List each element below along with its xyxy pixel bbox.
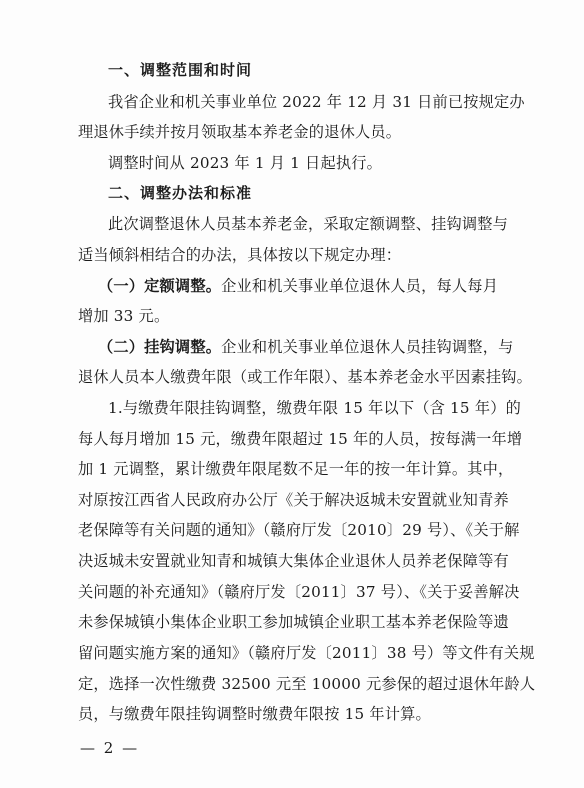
paragraph-line (98, 337, 513, 357)
paragraph-line: 增加 33 元。 (78, 307, 170, 325)
item-text: 企业和机关事业单位退休人员，每人每月 (221, 277, 499, 295)
item-label: （一）定额调整。 (98, 277, 222, 295)
paragraph-line: 此次调整退休人员基本养老金，采取定额调整、挂钩调整与 (108, 215, 509, 233)
paragraph-line (98, 276, 498, 296)
paragraph-line: 1.与缴费年限挂钩调整，缴费年限 15 年以下（含 15 年）的 (108, 399, 521, 417)
paragraph-line: 加 1 元调整，累计缴费年限尾数不足一年的按一年计算。其中， (78, 460, 514, 478)
section-heading: 一、调整范围和时间 (108, 61, 253, 79)
paragraph-line: 关问题的补充通知》（赣府厅发〔2011〕37 号）、《关于妥善解决 (78, 583, 520, 601)
paragraph-line: 理退休手续并按月领取基本养老金的退休人员。 (78, 123, 402, 141)
paragraph-line: 决返城未安置就业知青和城镇大集体企业退休人员养老保障等有 (78, 552, 509, 570)
paragraph-line: 老保障等有关问题的通知》（赣府厅发〔2010〕29 号）、《关于解 (78, 521, 520, 539)
section-heading: 二、调整办法和标准 (108, 184, 253, 202)
paragraph-line: 调整时间从 2023 年 1 月 1 日起执行。 (108, 154, 382, 172)
item-label: （二）挂钩调整。 (98, 338, 222, 356)
paragraph-line: 定，选择一次性缴费 32500 元至 10000 元参保的超过退休年龄人 (78, 675, 536, 693)
paragraph-line: 我省企业和机关事业单位 2022 年 12 月 31 日前已按规定办 (108, 93, 525, 111)
paragraph-line: 每人每月增加 15 元，缴费年限超过 15 年的人员，按每满一年增 (78, 430, 523, 448)
paragraph-line: 适当倾斜相结合的办法，具体按以下规定办理： (78, 246, 402, 264)
paragraph-line: 对原按江西省人民政府办公厅《关于解决返城未安置就业知青养 (78, 491, 509, 509)
item-text: 企业和机关事业单位退休人员挂钩调整，与 (221, 338, 514, 356)
paragraph-line: 未参保城镇小集体企业职工参加城镇企业职工基本养老保险等遗 (78, 613, 509, 631)
paragraph-line: 退休人员本人缴费年限（或工作年限）、基本养老金水平因素挂钩。 (78, 368, 533, 386)
paragraph-line: 员，与缴费年限挂钩调整时缴费年限按 15 年计算。 (78, 705, 431, 723)
paragraph-line: 留问题实施方案的通知》（赣府厅发〔2011〕38 号）等文件有关规 (78, 644, 535, 662)
page-number: — 2 — (80, 739, 140, 757)
